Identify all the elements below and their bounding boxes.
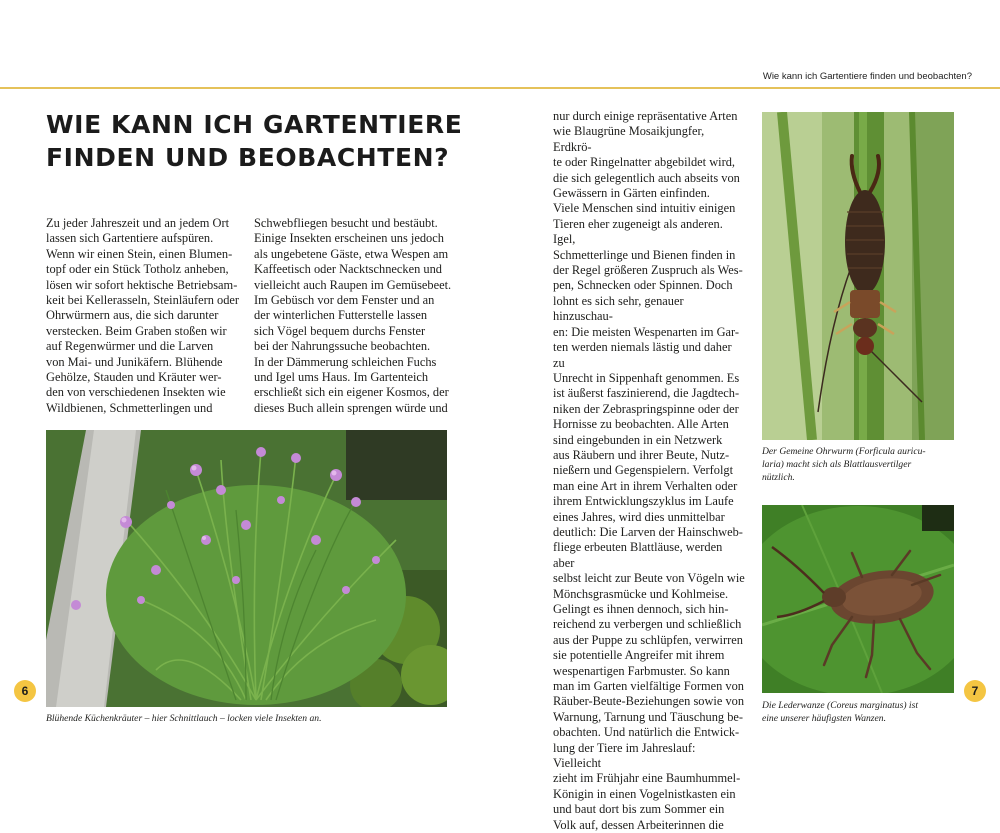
header-rule xyxy=(0,87,1000,89)
page-number-left: 6 xyxy=(14,680,36,702)
caption-dock-bug: Die Lederwanze (Coreus marginatus) ist eine unserer häufigsten Wanzen. xyxy=(762,700,918,724)
running-head: Wie kann ich Gartentiere finden und beobachten? xyxy=(762,71,972,82)
photo-dock-bug xyxy=(762,505,954,693)
body-text-column-1: Zu jeder Jahreszeit und an jedem Ort lassen sich Gartentiere aufspüren. Wenn wir einen Stein, einen Blumen- topf oder ein Stück Totholz anheben, lösen wir sofort hektische Betriebsam- keit bei Kellerasseln, Steinläufern oder Ohrwürmern aus, die sich darunter verstecken. Beim Graben stoßen wir auf Regenwürmer und die Larven von Mai- und Junikäfern. Blühende Gehölze, Stauden und Kräuter wer- den von verschiedenen Insekten wie Wildbienen, Schmetterlingen und xyxy=(46,216,240,415)
chapter-title: WIE KANN ICH GARTENTIERE FINDEN UND BEOBACHTEN? xyxy=(46,110,463,172)
page-number-right: 7 xyxy=(964,680,986,702)
photo-chives xyxy=(46,430,447,707)
body-text-column-2: Schwebfliegen besucht und bestäubt. Einige Insekten erscheinen uns jedoch als ungebetene Gäste, etwa Wespen am Kaffeetisch oder Nacktschnecken und vielleicht auch Raupen im Gemüsebeet. Im Gebüsch vor dem Fenster und an der winterlichen Futterstelle lassen sich Vögel bequem durchs Fenster bei der Nahrungssuche beobachten. In der Dämmerung schleichen Fuchs und Igel ums Haus. Im Gartenteich erschließt sich ein eigener Kosmos, der dieses Buch allein sprengen würde und xyxy=(254,216,452,415)
caption-chives: Blühende Küchenkräuter – hier Schnittlauch – locken viele Insekten an. xyxy=(46,713,322,724)
body-text-column-3: nur durch einige repräsentative Arten wie Blaugrüne Mosaikjungfer, Erdkrö- te oder Ringelnatter abgebildet wird, die sich gelegentlich auch abseits von Gewässern in Gärten einfinden. Viele Menschen sind intuitiv einigen Tieren eher zugeneigt als anderen. Igel, Schmetterlinge und Bienen finden in der Regel größeren Zuspruch als Wes- pen, Schnecken oder Spinnen. Doch lohnt es sich sehr, genauer hinzuschau- en: Die meisten Wespenarten im Gar- ten werden niemals lästig und daher zu Unrecht in Sippenhaft genommen. Es ist äußerst faszinierend, die Jagdtech- niken der Zebraspringspinne oder der Hornisse zu beobachten. Alle Arten sind eingebunden in ein Netzwerk aus Räubern und ihrer Beute, Nutz- nießern und Gegenspielern. Verfolgt man eine Art in ihrem Verhalten oder ihrem Entwicklungszyklus im Laufe eines Jahres, wird dies unmittelbar deutlich: Die Larven der Hainschweb- fliege erbeuten Blattläuse, werden aber selbst leicht zur Beute von Vögeln wie Mönchsgrasmücke und Kohlmeise. Gelingt es ihnen dennoch, sich hin- reichend zu verbergen und schließlich aus der Puppe zu schlüpfen, verwirren sie potentielle Angreifer mit ihrem wespenartigen Farbmuster. So kann man im Garten vielfältige Formen von Räuber-Beute-Beziehungen sowie von Warnung, Tarnung und Täuschung be- obachten. Und natürlich die Entwick- lung der Tiere im Jahreslauf: Vielleicht zieht im Frühjahr eine Baumhummel- Königin in einen Vogelnistkasten ein und baut dort bis zum Sommer ein Volk auf, dessen Arbeiterinnen die xyxy=(553,109,745,832)
caption-earwig: Der Gemeine Ohrwurm (Forficula auricu- laria) macht sich als Blattlausvertilger nützlich. xyxy=(762,446,926,483)
photo-earwig xyxy=(762,112,954,440)
